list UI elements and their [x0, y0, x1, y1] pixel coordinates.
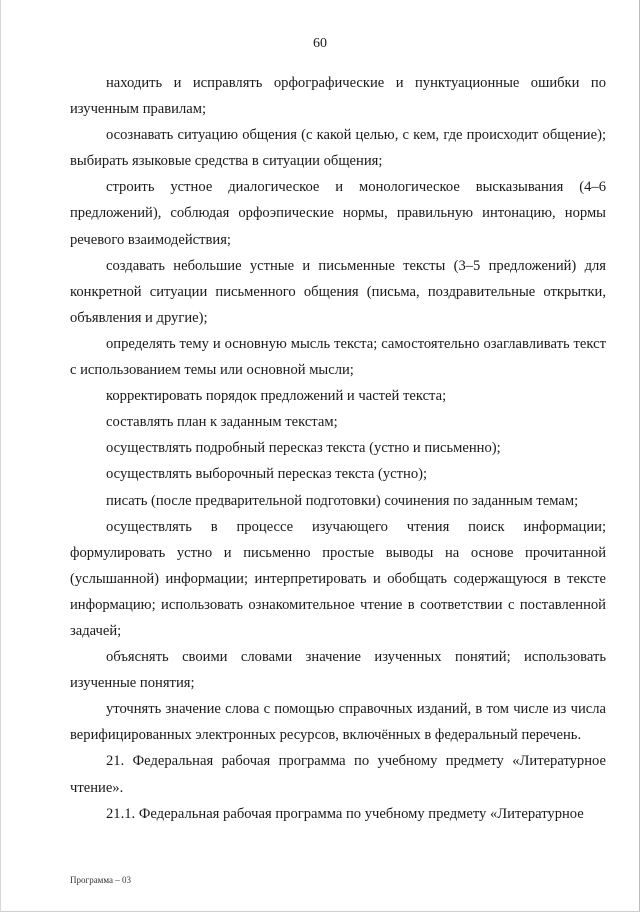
- paragraph: осознавать ситуацию общения (с какой целью, с кем, где происходит общение); выбирать языковые средства в ситуации общения;: [70, 127, 606, 170]
- paragraph: создавать небольшие устные и письменные тексты (3–5 предложений) для конкретной ситуации письменного общения (письма, поздравительные открытки, объявления и другие);: [70, 257, 606, 326]
- section-heading-paragraph: 21. Федеральная рабочая программа по учебному предмету «Литературное чтение».: [70, 753, 606, 796]
- paragraph: объяснять своими словами значение изученных понятий; использовать изученные понятия;: [70, 649, 606, 692]
- paragraph: уточнять значение слова с помощью справочных изданий, в том числе из числа верифицированных электронных ресурсов, включённых в федеральный перечень.: [70, 701, 606, 744]
- paragraph: корректировать порядок предложений и частей текста;: [106, 388, 447, 405]
- paragraph: осуществлять выборочный пересказ текста (устно);: [106, 466, 428, 483]
- paragraph: писать (после предварительной подготовки) сочинения по заданным темам;: [106, 492, 579, 509]
- paragraph: строить устное диалогическое и монологическое высказывания (4–6 предложений), соблюдая орфоэпические нормы, правильную интонацию, нормы речевого взаимодействия;: [70, 179, 606, 248]
- footer-label: Программа – 03: [70, 875, 132, 885]
- subsection-paragraph: 21.1. Федеральная рабочая программа по учебному предмету «Литературное: [106, 805, 584, 822]
- page-number: 60: [313, 36, 327, 51]
- document-body: [70, 70, 606, 827]
- paragraph: определять тему и основную мысль текста; самостоятельно озаглавливать текст с использованием темы или основной мысли;: [70, 335, 606, 379]
- paragraph: составлять план к заданным текстам;: [106, 414, 338, 431]
- paragraph: находить и исправлять орфографические и пунктуационные ошибки по изученным правилам;: [70, 75, 606, 118]
- paragraph: осуществлять в процессе изучающего чтения поиск информации; формулировать устно и письменно простые выводы на основе прочитанной (услышанной) информации; интерпретировать и обобщать содержащуюся в тексте информацию; использовать ознакомительное чтение в соответствии с поставленной задачей;: [70, 518, 606, 639]
- paragraph: осуществлять подробный пересказ текста (устно и письменно);: [106, 440, 501, 457]
